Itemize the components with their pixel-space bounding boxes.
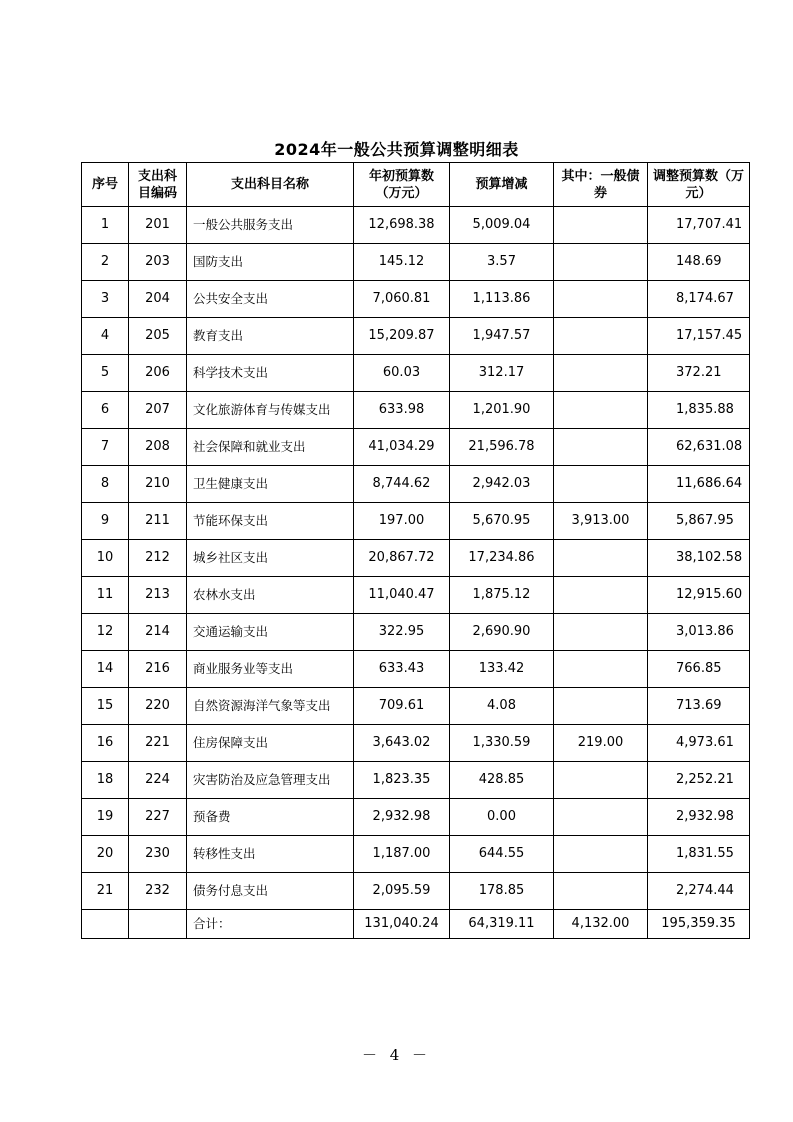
cell-initial: 8,744.62 [354, 466, 450, 503]
cell-name: 商业服务业等支出 [187, 651, 354, 688]
cell-change: 21,596.78 [450, 429, 554, 466]
cell-initial: 2,932.98 [354, 799, 450, 836]
cell-initial: 11,040.47 [354, 577, 450, 614]
cell-bond [554, 281, 648, 318]
cell-initial: 3,643.02 [354, 725, 450, 762]
table-header-row [82, 163, 750, 207]
cell-adjusted: 1,835.88 [648, 392, 750, 429]
cell-change: 644.55 [450, 836, 554, 873]
cell-name: 住房保障支出 [187, 725, 354, 762]
header-name: 支出科目名称 [187, 163, 354, 207]
cell-change: 1,201.90 [450, 392, 554, 429]
cell-code: 216 [129, 651, 187, 688]
cell-name: 社会保障和就业支出 [187, 429, 354, 466]
cell-name: 公共安全支出 [187, 281, 354, 318]
cell-change: 17,234.86 [450, 540, 554, 577]
budget-adjustment-table [81, 162, 750, 939]
cell-seq: 1 [82, 207, 129, 244]
cell-name: 自然资源海洋气象等支出 [187, 688, 354, 725]
table-row [82, 799, 750, 836]
cell-change: 3.57 [450, 244, 554, 281]
table-body [82, 207, 750, 939]
table-row [82, 614, 750, 651]
cell-initial: 709.61 [354, 688, 450, 725]
table-row [82, 540, 750, 577]
cell-code: 204 [129, 281, 187, 318]
total-bond: 4,132.00 [554, 910, 648, 939]
cell-name: 债务付息支出 [187, 873, 354, 910]
cell-name: 国防支出 [187, 244, 354, 281]
table-row [82, 873, 750, 910]
cell-change: 0.00 [450, 799, 554, 836]
cell-bond [554, 799, 648, 836]
cell-code: 232 [129, 873, 187, 910]
cell-change: 428.85 [450, 762, 554, 799]
table-row [82, 207, 750, 244]
cell-initial: 322.95 [354, 614, 450, 651]
cell-code: 214 [129, 614, 187, 651]
cell-adjusted: 713.69 [648, 688, 750, 725]
cell-code: 227 [129, 799, 187, 836]
cell-code: 230 [129, 836, 187, 873]
cell-seq: 10 [82, 540, 129, 577]
cell-adjusted: 5,867.95 [648, 503, 750, 540]
cell-adjusted: 17,157.45 [648, 318, 750, 355]
cell-change: 178.85 [450, 873, 554, 910]
cell-code: 211 [129, 503, 187, 540]
cell-bond [554, 577, 648, 614]
total-seq [82, 910, 129, 939]
cell-seq: 8 [82, 466, 129, 503]
cell-seq: 20 [82, 836, 129, 873]
cell-name: 一般公共服务支出 [187, 207, 354, 244]
cell-adjusted: 12,915.60 [648, 577, 750, 614]
cell-seq: 9 [82, 503, 129, 540]
cell-seq: 14 [82, 651, 129, 688]
header-code: 支出科目编码 [129, 163, 187, 207]
cell-name: 灾害防治及应急管理支出 [187, 762, 354, 799]
cell-initial: 633.98 [354, 392, 450, 429]
cell-seq: 18 [82, 762, 129, 799]
cell-name: 农林水支出 [187, 577, 354, 614]
cell-initial: 1,823.35 [354, 762, 450, 799]
cell-adjusted: 11,686.64 [648, 466, 750, 503]
cell-bond [554, 614, 648, 651]
cell-seq: 6 [82, 392, 129, 429]
cell-adjusted: 1,831.55 [648, 836, 750, 873]
cell-name: 科学技术支出 [187, 355, 354, 392]
header-adjusted: 调整预算数（万元） [648, 163, 750, 207]
cell-bond [554, 762, 648, 799]
cell-change: 2,690.90 [450, 614, 554, 651]
cell-initial: 1,187.00 [354, 836, 450, 873]
cell-bond: 219.00 [554, 725, 648, 762]
table-row [82, 355, 750, 392]
cell-code: 220 [129, 688, 187, 725]
cell-seq: 2 [82, 244, 129, 281]
table-row [82, 503, 750, 540]
cell-code: 213 [129, 577, 187, 614]
cell-adjusted: 148.69 [648, 244, 750, 281]
cell-name: 卫生健康支出 [187, 466, 354, 503]
total-adjusted: 195,359.35 [648, 910, 750, 939]
cell-bond [554, 207, 648, 244]
total-initial: 131,040.24 [354, 910, 450, 939]
table-row [82, 466, 750, 503]
table-row [82, 244, 750, 281]
cell-seq: 7 [82, 429, 129, 466]
cell-initial: 2,095.59 [354, 873, 450, 910]
cell-initial: 60.03 [354, 355, 450, 392]
cell-adjusted: 2,274.44 [648, 873, 750, 910]
cell-bond [554, 244, 648, 281]
cell-code: 201 [129, 207, 187, 244]
cell-change: 2,942.03 [450, 466, 554, 503]
header-change: 预算增减 [450, 163, 554, 207]
cell-change: 4.08 [450, 688, 554, 725]
cell-initial: 12,698.38 [354, 207, 450, 244]
cell-bond [554, 836, 648, 873]
page-number: － 4 － [361, 1046, 432, 1064]
cell-seq: 21 [82, 873, 129, 910]
total-change: 64,319.11 [450, 910, 554, 939]
total-label: 合计： [187, 910, 354, 939]
cell-change: 5,670.95 [450, 503, 554, 540]
cell-bond [554, 540, 648, 577]
cell-change: 1,113.86 [450, 281, 554, 318]
cell-bond [554, 429, 648, 466]
cell-adjusted: 38,102.58 [648, 540, 750, 577]
cell-adjusted: 2,252.21 [648, 762, 750, 799]
cell-seq: 3 [82, 281, 129, 318]
cell-bond [554, 873, 648, 910]
cell-code: 205 [129, 318, 187, 355]
cell-seq: 15 [82, 688, 129, 725]
header-seq: 序号 [82, 163, 129, 207]
cell-change: 133.42 [450, 651, 554, 688]
cell-initial: 197.00 [354, 503, 450, 540]
cell-code: 207 [129, 392, 187, 429]
table-row [82, 725, 750, 762]
cell-seq: 4 [82, 318, 129, 355]
cell-change: 312.17 [450, 355, 554, 392]
cell-initial: 15,209.87 [354, 318, 450, 355]
table-row [82, 688, 750, 725]
total-code [129, 910, 187, 939]
cell-bond [554, 688, 648, 725]
table-row [82, 762, 750, 799]
table-row [82, 836, 750, 873]
table-row [82, 392, 750, 429]
cell-adjusted: 3,013.86 [648, 614, 750, 651]
cell-code: 210 [129, 466, 187, 503]
cell-bond [554, 651, 648, 688]
cell-adjusted: 17,707.41 [648, 207, 750, 244]
cell-initial: 145.12 [354, 244, 450, 281]
cell-seq: 12 [82, 614, 129, 651]
cell-change: 1,947.57 [450, 318, 554, 355]
cell-code: 221 [129, 725, 187, 762]
page-title: 2024年一般公共预算调整明细表 [274, 140, 519, 159]
header-initial: 年初预算数（万元） [354, 163, 450, 207]
cell-code: 203 [129, 244, 187, 281]
cell-change: 1,875.12 [450, 577, 554, 614]
cell-name: 教育支出 [187, 318, 354, 355]
table-row [82, 651, 750, 688]
cell-bond [554, 392, 648, 429]
cell-initial: 41,034.29 [354, 429, 450, 466]
cell-change: 5,009.04 [450, 207, 554, 244]
table-row [82, 281, 750, 318]
cell-code: 208 [129, 429, 187, 466]
cell-adjusted: 2,932.98 [648, 799, 750, 836]
cell-initial: 633.43 [354, 651, 450, 688]
cell-initial: 7,060.81 [354, 281, 450, 318]
cell-name: 转移性支出 [187, 836, 354, 873]
cell-adjusted: 62,631.08 [648, 429, 750, 466]
cell-name: 节能环保支出 [187, 503, 354, 540]
cell-bond [554, 318, 648, 355]
cell-bond [554, 466, 648, 503]
table-row [82, 429, 750, 466]
cell-name: 交通运输支出 [187, 614, 354, 651]
cell-adjusted: 8,174.67 [648, 281, 750, 318]
cell-code: 224 [129, 762, 187, 799]
cell-change: 1,330.59 [450, 725, 554, 762]
cell-bond: 3,913.00 [554, 503, 648, 540]
cell-code: 212 [129, 540, 187, 577]
cell-bond [554, 355, 648, 392]
table-row [82, 318, 750, 355]
cell-code: 206 [129, 355, 187, 392]
cell-adjusted: 4,973.61 [648, 725, 750, 762]
cell-name: 城乡社区支出 [187, 540, 354, 577]
header-bond: 其中：一般债券 [554, 163, 648, 207]
cell-adjusted: 372.21 [648, 355, 750, 392]
cell-seq: 19 [82, 799, 129, 836]
cell-seq: 11 [82, 577, 129, 614]
cell-initial: 20,867.72 [354, 540, 450, 577]
table-total-row [82, 910, 750, 939]
cell-seq: 16 [82, 725, 129, 762]
cell-adjusted: 766.85 [648, 651, 750, 688]
cell-seq: 5 [82, 355, 129, 392]
cell-name: 预备费 [187, 799, 354, 836]
table-row [82, 577, 750, 614]
cell-name: 文化旅游体育与传媒支出 [187, 392, 354, 429]
